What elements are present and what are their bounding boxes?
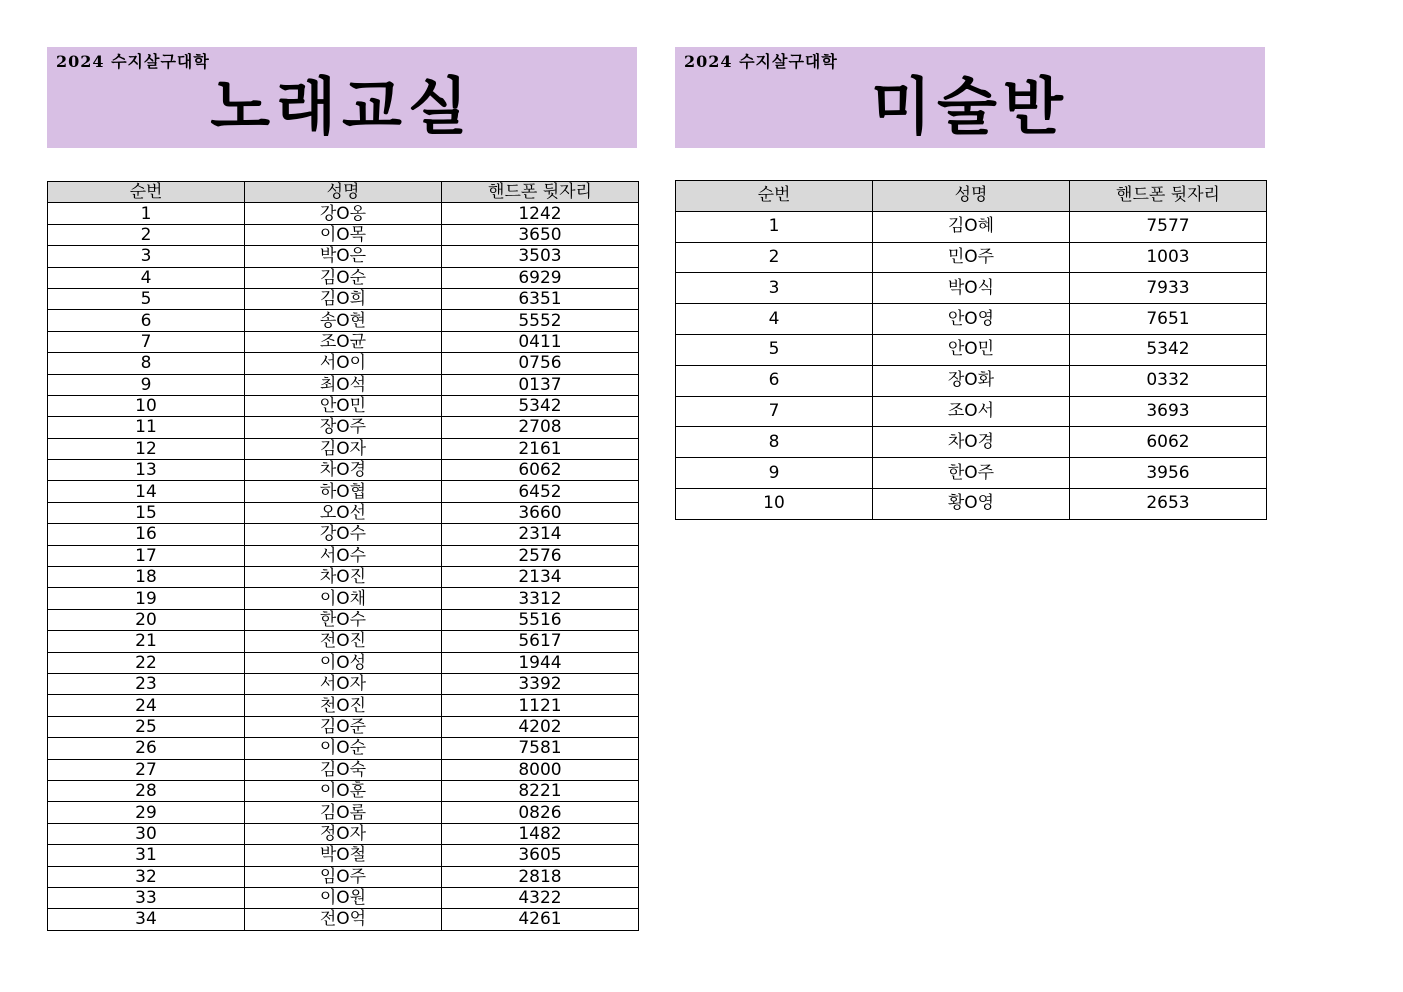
cell-phone: 2708: [442, 417, 639, 438]
roster-table-singing: [47, 181, 639, 931]
banner-title: 노래교실: [210, 70, 474, 143]
cell-phone: 3605: [442, 845, 639, 866]
cell-number: 2: [676, 242, 873, 273]
cell-number: 19: [48, 588, 245, 609]
col-header-phone: 핸드폰 뒷자리: [1070, 181, 1267, 212]
cell-number: 10: [48, 395, 245, 416]
cell-phone: 2818: [442, 866, 639, 887]
cell-number: 12: [48, 438, 245, 459]
table-row: [48, 288, 639, 309]
table-row: [48, 823, 639, 844]
cell-phone: 0411: [442, 331, 639, 352]
cell-number: 11: [48, 417, 245, 438]
cell-name: 하O협: [245, 481, 442, 502]
col-header-number: 순번: [48, 182, 245, 203]
cell-name: 최O석: [245, 374, 442, 395]
cell-phone: 2134: [442, 567, 639, 588]
cell-number: 6: [676, 365, 873, 396]
table-header-row: [676, 181, 1267, 212]
cell-phone: 7577: [1070, 211, 1267, 242]
cell-number: 1: [48, 203, 245, 224]
banner-title: 미술반: [871, 70, 1069, 143]
cell-phone: 3693: [1070, 396, 1267, 427]
cell-phone: 1944: [442, 652, 639, 673]
cell-phone: 3312: [442, 588, 639, 609]
table-row: [676, 211, 1267, 242]
cell-name: 김O순: [245, 267, 442, 288]
cell-phone: 8000: [442, 759, 639, 780]
table-row: [48, 267, 639, 288]
cell-number: 10: [676, 488, 873, 519]
table-row: [48, 909, 639, 930]
cell-number: 7: [676, 396, 873, 427]
cell-phone: 1003: [1070, 242, 1267, 273]
table-row: [48, 502, 639, 523]
cell-name: 임O주: [245, 866, 442, 887]
cell-name: 김O희: [245, 288, 442, 309]
table-row: [48, 438, 639, 459]
cell-name: 차O경: [873, 427, 1070, 458]
cell-number: 25: [48, 716, 245, 737]
cell-phone: 5516: [442, 609, 639, 630]
cell-number: 8: [676, 427, 873, 458]
cell-name: 황O영: [873, 488, 1070, 519]
cell-phone: 8221: [442, 780, 639, 801]
cell-name: 이O원: [245, 887, 442, 908]
table-row: [676, 458, 1267, 489]
cell-phone: 2314: [442, 524, 639, 545]
cell-number: 23: [48, 673, 245, 694]
cell-number: 5: [676, 334, 873, 365]
cell-name: 장O주: [245, 417, 442, 438]
cell-phone: 1482: [442, 823, 639, 844]
table-row: [48, 802, 639, 823]
cell-phone: 6062: [442, 460, 639, 481]
table-row: [48, 374, 639, 395]
cell-phone: 5552: [442, 310, 639, 331]
cell-phone: 6062: [1070, 427, 1267, 458]
cell-name: 민O주: [873, 242, 1070, 273]
cell-number: 1: [676, 211, 873, 242]
cell-name: 박O식: [873, 273, 1070, 304]
cell-number: 34: [48, 909, 245, 930]
cell-phone: 0137: [442, 374, 639, 395]
cell-phone: 0756: [442, 353, 639, 374]
table-row: [48, 481, 639, 502]
banner-art-class: [675, 47, 1265, 148]
col-header-phone: 핸드폰 뒷자리: [442, 182, 639, 203]
cell-phone: 7581: [442, 738, 639, 759]
table-row: [48, 567, 639, 588]
cell-phone: 7933: [1070, 273, 1267, 304]
cell-name: 이O훈: [245, 780, 442, 801]
cell-number: 20: [48, 609, 245, 630]
table-row: [48, 780, 639, 801]
cell-number: 6: [48, 310, 245, 331]
cell-name: 이O채: [245, 588, 442, 609]
cell-phone: 3650: [442, 224, 639, 245]
col-header-name: 성명: [245, 182, 442, 203]
table-row: [48, 331, 639, 352]
cell-name: 안O민: [873, 334, 1070, 365]
cell-phone: 2161: [442, 438, 639, 459]
cell-phone: 0826: [442, 802, 639, 823]
table-row: [48, 353, 639, 374]
table-row: [48, 588, 639, 609]
cell-phone: 2576: [442, 545, 639, 566]
cell-name: 오O선: [245, 502, 442, 523]
table-row: [676, 365, 1267, 396]
cell-name: 차O경: [245, 460, 442, 481]
cell-number: 4: [48, 267, 245, 288]
cell-phone: 3660: [442, 502, 639, 523]
cell-number: 14: [48, 481, 245, 502]
cell-phone: 3956: [1070, 458, 1267, 489]
banner-singing-class: [47, 47, 637, 148]
table-row: [676, 242, 1267, 273]
table-row: [48, 887, 639, 908]
table-row: [676, 488, 1267, 519]
cell-name: 박O은: [245, 246, 442, 267]
cell-number: 9: [48, 374, 245, 395]
cell-name: 서O자: [245, 673, 442, 694]
cell-name: 김O준: [245, 716, 442, 737]
cell-phone: 0332: [1070, 365, 1267, 396]
table-row: [48, 224, 639, 245]
cell-number: 8: [48, 353, 245, 374]
cell-name: 차O진: [245, 567, 442, 588]
table-row: [676, 304, 1267, 335]
cell-name: 전O억: [245, 909, 442, 930]
cell-phone: 4322: [442, 887, 639, 908]
panel-art-class: [675, 47, 1265, 514]
cell-phone: 6452: [442, 481, 639, 502]
table-row: [48, 460, 639, 481]
cell-number: 31: [48, 845, 245, 866]
cell-name: 송O현: [245, 310, 442, 331]
cell-phone: 7651: [1070, 304, 1267, 335]
cell-number: 33: [48, 887, 245, 908]
cell-number: 26: [48, 738, 245, 759]
cell-number: 15: [48, 502, 245, 523]
cell-phone: 1121: [442, 695, 639, 716]
cell-number: 18: [48, 567, 245, 588]
table-row: [676, 273, 1267, 304]
roster-table-art: [675, 180, 1267, 520]
table-row: [676, 396, 1267, 427]
cell-number: 22: [48, 652, 245, 673]
cell-number: 29: [48, 802, 245, 823]
table-row: [48, 545, 639, 566]
table-row: [48, 866, 639, 887]
cell-phone: 4202: [442, 716, 639, 737]
table-row: [48, 631, 639, 652]
cell-number: 24: [48, 695, 245, 716]
cell-name: 김O롬: [245, 802, 442, 823]
table-row: [48, 845, 639, 866]
cell-name: 김O자: [245, 438, 442, 459]
table-row: [48, 203, 639, 224]
cell-name: 안O영: [873, 304, 1070, 335]
cell-phone: 5342: [1070, 334, 1267, 365]
cell-name: 조O균: [245, 331, 442, 352]
table-row: [48, 417, 639, 438]
table-row: [48, 695, 639, 716]
banner-subtitle: 2024 수지살구대학: [684, 52, 838, 71]
panel-singing-class: [47, 47, 637, 930]
cell-name: 정O자: [245, 823, 442, 844]
table-row: [48, 652, 639, 673]
cell-name: 박O철: [245, 845, 442, 866]
cell-name: 안O민: [245, 395, 442, 416]
cell-number: 28: [48, 780, 245, 801]
table-row: [48, 524, 639, 545]
cell-number: 21: [48, 631, 245, 652]
cell-number: 13: [48, 460, 245, 481]
table-row: [48, 759, 639, 780]
cell-number: 7: [48, 331, 245, 352]
cell-number: 16: [48, 524, 245, 545]
cell-name: 이O성: [245, 652, 442, 673]
banner-subtitle: 2024 수지살구대학: [56, 52, 210, 71]
table-row: [48, 609, 639, 630]
table-row: [48, 395, 639, 416]
cell-phone: 2653: [1070, 488, 1267, 519]
cell-number: 32: [48, 866, 245, 887]
cell-name: 서O이: [245, 353, 442, 374]
cell-name: 한O주: [873, 458, 1070, 489]
cell-phone: 5617: [442, 631, 639, 652]
cell-name: 조O서: [873, 396, 1070, 427]
cell-phone: 4261: [442, 909, 639, 930]
table-row: [48, 310, 639, 331]
cell-name: 전O진: [245, 631, 442, 652]
cell-number: 17: [48, 545, 245, 566]
table-row: [48, 738, 639, 759]
col-header-number: 순번: [676, 181, 873, 212]
table-row: [48, 246, 639, 267]
cell-name: 이O순: [245, 738, 442, 759]
table-row: [676, 334, 1267, 365]
table-row: [676, 427, 1267, 458]
cell-name: 김O숙: [245, 759, 442, 780]
cell-number: 30: [48, 823, 245, 844]
table-row: [48, 673, 639, 694]
cell-name: 강O수: [245, 524, 442, 545]
cell-phone: 5342: [442, 395, 639, 416]
cell-number: 5: [48, 288, 245, 309]
table-header-row: [48, 182, 639, 203]
cell-phone: 3503: [442, 246, 639, 267]
cell-name: 한O수: [245, 609, 442, 630]
cell-number: 3: [48, 246, 245, 267]
cell-number: 2: [48, 224, 245, 245]
cell-name: 천O진: [245, 695, 442, 716]
cell-name: 김O혜: [873, 211, 1070, 242]
cell-number: 27: [48, 759, 245, 780]
table-row: [48, 716, 639, 737]
cell-number: 3: [676, 273, 873, 304]
cell-phone: 6351: [442, 288, 639, 309]
cell-name: 서O수: [245, 545, 442, 566]
cell-name: 장O화: [873, 365, 1070, 396]
cell-name: 이O목: [245, 224, 442, 245]
cell-number: 4: [676, 304, 873, 335]
cell-number: 9: [676, 458, 873, 489]
col-header-name: 성명: [873, 181, 1070, 212]
cell-name: 강O옹: [245, 203, 442, 224]
cell-phone: 1242: [442, 203, 639, 224]
cell-phone: 6929: [442, 267, 639, 288]
cell-phone: 3392: [442, 673, 639, 694]
